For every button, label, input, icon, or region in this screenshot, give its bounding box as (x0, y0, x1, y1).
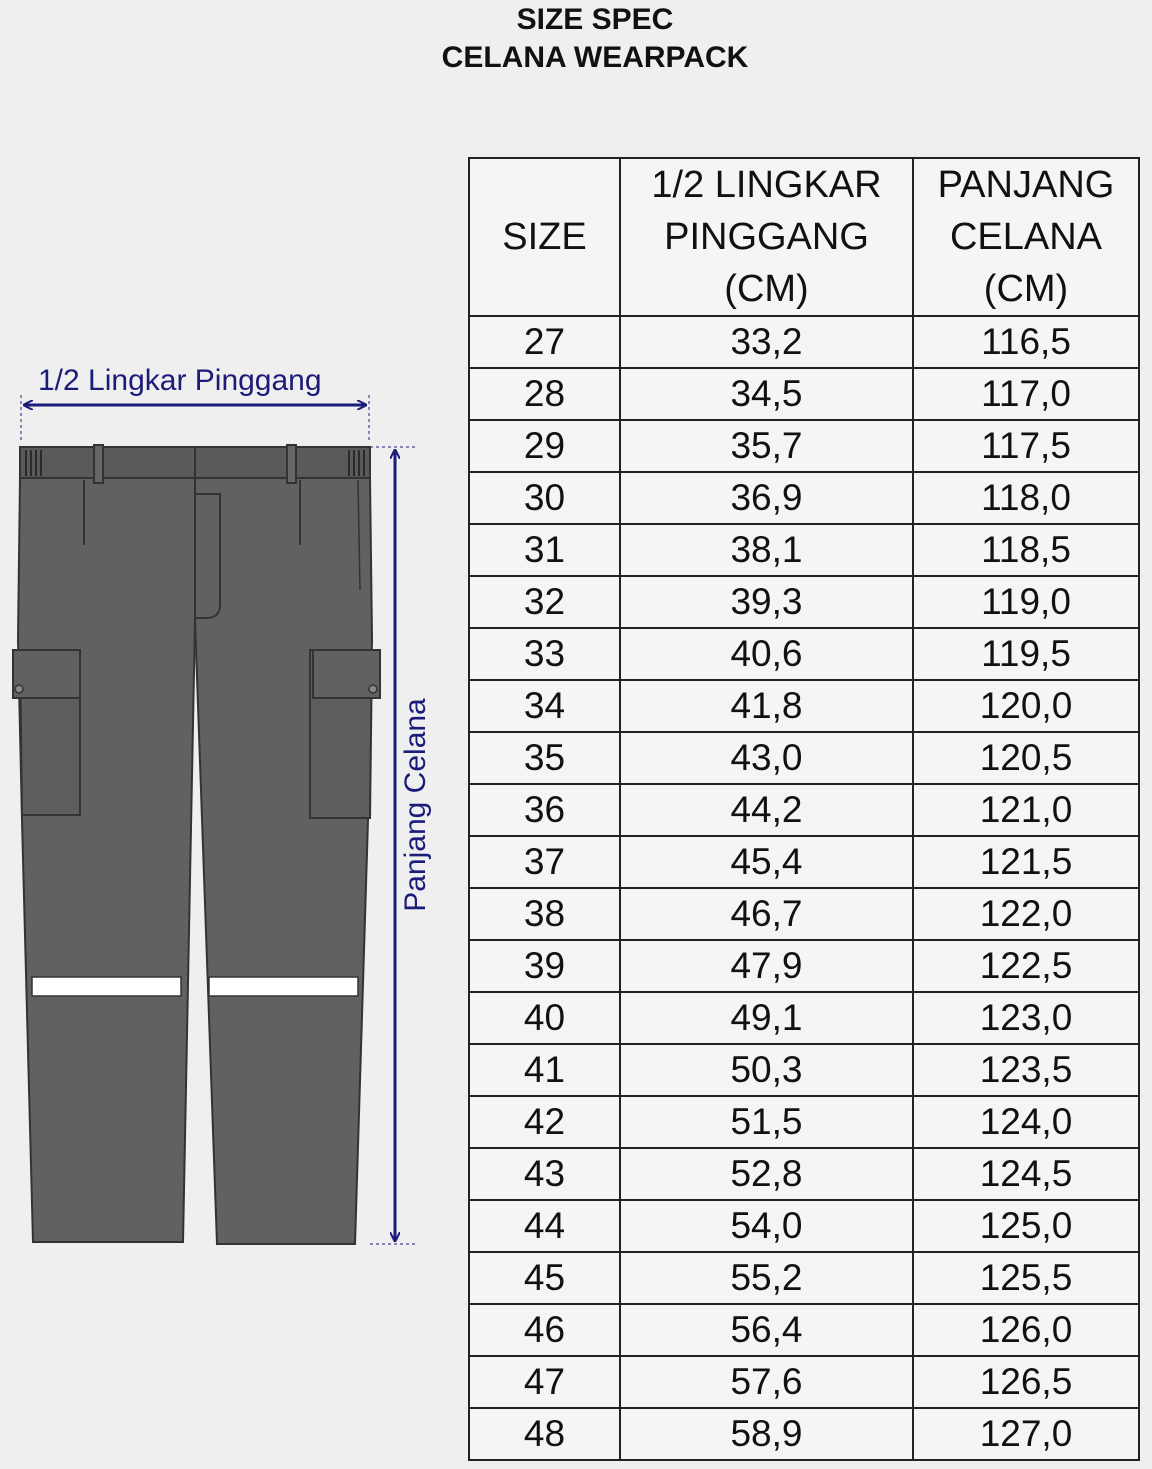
cell-waist: 43,0 (620, 732, 913, 784)
table-row (469, 628, 1139, 680)
cell-length: 117,5 (913, 420, 1139, 472)
cell-size: 34 (469, 680, 620, 732)
cell-waist: 33,2 (620, 316, 913, 368)
cell-waist: 36,9 (620, 472, 913, 524)
cell-size: 31 (469, 524, 620, 576)
cell-waist: 54,0 (620, 1200, 913, 1252)
cell-size: 48 (469, 1408, 620, 1460)
cell-waist: 55,2 (620, 1252, 913, 1304)
right-cargo-pocket (310, 650, 380, 818)
cell-length: 127,0 (913, 1408, 1139, 1460)
cell-length: 122,0 (913, 888, 1139, 940)
cell-length: 121,5 (913, 836, 1139, 888)
cell-waist: 50,3 (620, 1044, 913, 1096)
table-row (469, 992, 1139, 1044)
cell-waist: 34,5 (620, 368, 913, 420)
cell-size: 45 (469, 1252, 620, 1304)
cell-length: 119,5 (913, 628, 1139, 680)
cell-size: 41 (469, 1044, 620, 1096)
table-row (469, 732, 1139, 784)
table-row (469, 1200, 1139, 1252)
table-header-row (469, 158, 1139, 316)
cell-length: 125,5 (913, 1252, 1139, 1304)
cell-size: 30 (469, 472, 620, 524)
cell-waist: 40,6 (620, 628, 913, 680)
cell-size: 32 (469, 576, 620, 628)
table-row (469, 940, 1139, 992)
length-measure-label: Panjang Celana (399, 698, 432, 912)
cell-size: 40 (469, 992, 620, 1044)
cell-size: 47 (469, 1356, 620, 1408)
cell-waist: 52,8 (620, 1148, 913, 1200)
table-row (469, 368, 1139, 420)
cell-size: 38 (469, 888, 620, 940)
cell-length: 119,0 (913, 576, 1139, 628)
table-row (469, 524, 1139, 576)
cell-waist: 51,5 (620, 1096, 913, 1148)
left-cargo-pocket (13, 650, 80, 815)
table-body (469, 316, 1139, 1460)
cell-waist: 39,3 (620, 576, 913, 628)
cell-size: 33 (469, 628, 620, 680)
cell-length: 120,5 (913, 732, 1139, 784)
table-row (469, 1148, 1139, 1200)
pants-diagram (0, 0, 470, 1290)
cell-waist: 44,2 (620, 784, 913, 836)
cell-size: 43 (469, 1148, 620, 1200)
table-row (469, 836, 1139, 888)
cell-length: 126,5 (913, 1356, 1139, 1408)
table-row (469, 316, 1139, 368)
cell-length: 122,5 (913, 940, 1139, 992)
cell-length: 123,5 (913, 1044, 1139, 1096)
cell-length: 117,0 (913, 368, 1139, 420)
cell-size: 27 (469, 316, 620, 368)
page-title-line-2: CELANA WEARPACK (441, 41, 749, 74)
table-row (469, 784, 1139, 836)
table-row (469, 576, 1139, 628)
belt-loop (94, 445, 103, 483)
table-row (469, 1304, 1139, 1356)
page-title-line-1: SIZE SPEC (516, 3, 674, 36)
cell-waist: 38,1 (620, 524, 913, 576)
cell-length: 126,0 (913, 1304, 1139, 1356)
waist-measure-label: 1/2 Lingkar Pinggang (38, 364, 322, 397)
reflective-stripe-right (209, 977, 358, 996)
cell-length: 125,0 (913, 1200, 1139, 1252)
cell-waist: 46,7 (620, 888, 913, 940)
cell-length: 123,0 (913, 992, 1139, 1044)
table-row (469, 1356, 1139, 1408)
cell-length: 116,5 (913, 316, 1139, 368)
cell-length: 120,0 (913, 680, 1139, 732)
cell-length: 118,0 (913, 472, 1139, 524)
cell-length: 121,0 (913, 784, 1139, 836)
cell-size: 42 (469, 1096, 620, 1148)
header-waist: 1/2 LINGKAR PINGGANG (CM) (620, 158, 913, 316)
cell-size: 35 (469, 732, 620, 784)
waist-dimension (21, 395, 369, 440)
cell-waist: 57,6 (620, 1356, 913, 1408)
cell-length: 118,5 (913, 524, 1139, 576)
belt-loop (287, 445, 296, 483)
table-row (469, 1044, 1139, 1096)
cell-size: 28 (469, 368, 620, 420)
table-row (469, 1252, 1139, 1304)
cell-size: 29 (469, 420, 620, 472)
cell-length: 124,0 (913, 1096, 1139, 1148)
table-row (469, 1408, 1139, 1460)
header-size: SIZE (469, 158, 620, 316)
cell-waist: 58,9 (620, 1408, 913, 1460)
cell-waist: 47,9 (620, 940, 913, 992)
pants-body (13, 445, 380, 1244)
cell-waist: 49,1 (620, 992, 913, 1044)
table-row (469, 472, 1139, 524)
cell-size: 44 (469, 1200, 620, 1252)
table-row (469, 420, 1139, 472)
cell-size: 39 (469, 940, 620, 992)
header-length: PANJANG CELANA (CM) (913, 158, 1139, 316)
table-row (469, 888, 1139, 940)
cell-waist: 35,7 (620, 420, 913, 472)
cell-size: 46 (469, 1304, 620, 1356)
table-row (469, 1096, 1139, 1148)
cell-size: 36 (469, 784, 620, 836)
table-row (469, 680, 1139, 732)
cell-waist: 45,4 (620, 836, 913, 888)
reflective-stripe-left (32, 977, 181, 996)
cell-waist: 56,4 (620, 1304, 913, 1356)
cell-size: 37 (469, 836, 620, 888)
cell-length: 124,5 (913, 1148, 1139, 1200)
cell-waist: 41,8 (620, 680, 913, 732)
size-spec-table (468, 157, 1140, 1461)
